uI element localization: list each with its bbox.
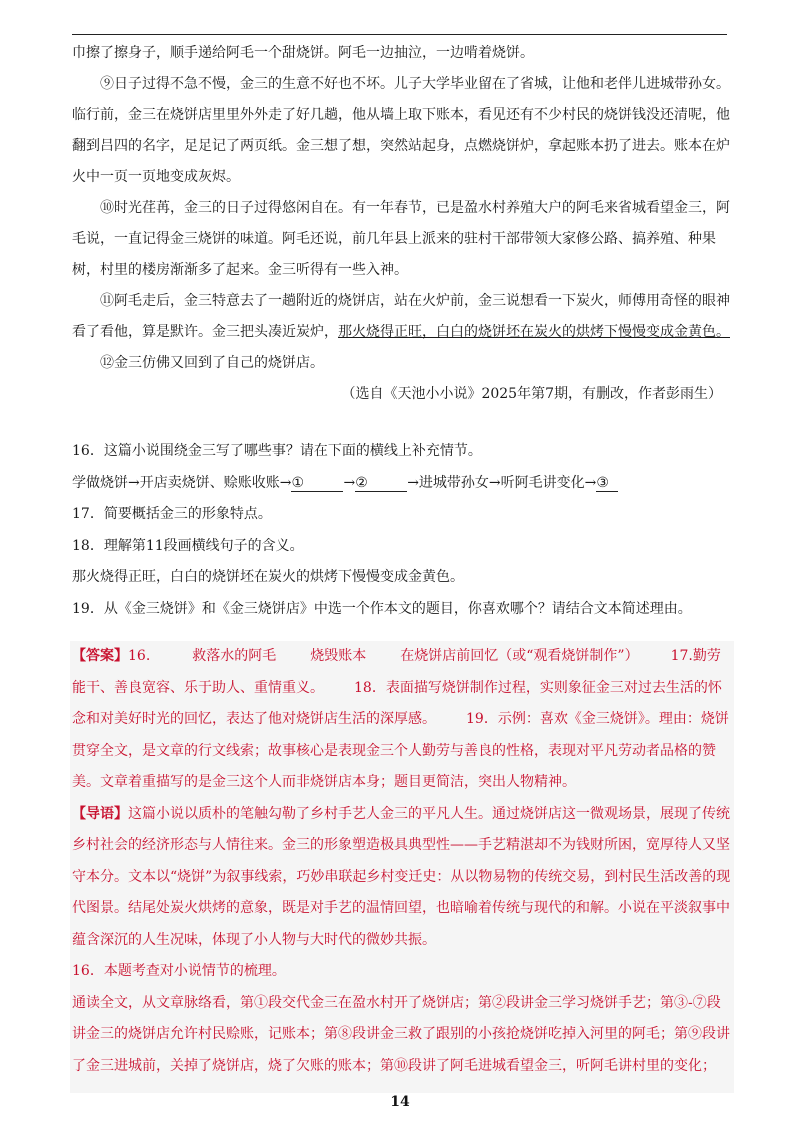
questions — [72, 436, 732, 625]
answer-box — [70, 641, 734, 1093]
flow-arrow: → — [343, 474, 356, 491]
question-17: 17．简要概括金三的形象特点。 — [72, 506, 272, 522]
explanation-16-body: 通读全文，从文章脉络看，第①段交代金三在盈水村开了烧饼店；第②段讲金三学习烧饼手艺；第③-⑦段讲金三的烧饼店允许村民赊账，记账本；第⑧段讲金三救了跟别的小孩抢烧饼吃掉入河里的阿毛；第⑨段讲了金三进城前，关掉了烧饼店，烧了欠账的账本；第⑩段讲了阿毛进城看望金三，听阿毛讲村里的变化； — [72, 994, 730, 1074]
guide-text: 这篇小说以质朴的笔触勾勒了乡村手艺人金三的平凡人生。通过烧饼店这一微观场景，展现了传统乡村社会的经济形态与人情往来。金三的形象塑造极具典型性——手艺精湛却不为钱财所困，宽厚待人又坚守本分。文本以“烧饼”为叙事线索，巧妙串联起乡村变迁史：从以物易物的传统交易，到村民生活改善的现代图景。结尾处炭火烘烤的意象，既是对手艺的温情回望，也暗喻着传统与现代的和解。小说在平淡叙事中蕴含深沉的人生况味，体现了小人物与大时代的微妙共振。 — [72, 805, 731, 948]
blank-1[interactable]: ① — [291, 475, 343, 492]
answer-16-1: 救落水的阿毛 — [192, 648, 277, 664]
explanation-16-title: 16．本题考查对小说情节的梳理。 — [72, 963, 286, 979]
story-paragraph-12: ⑫金三仿佛又回到了自己的烧饼店。 — [100, 355, 324, 371]
plot-flow — [72, 468, 732, 500]
answer-16-3: 在烧饼店前回忆（或“观看烧饼制作”） — [400, 648, 639, 664]
guide-block — [72, 799, 732, 957]
flow-middle: →进城带孙女→听阿毛讲变化→ — [407, 474, 597, 491]
story-excerpt — [72, 38, 732, 410]
answer-17-num: 17. — [670, 648, 693, 664]
flow-start: 学做烧饼→开店卖烧饼、赊账收账→ — [72, 474, 292, 491]
answer-16-2: 烧毁账本 — [310, 648, 367, 664]
story-paragraph-10: ⑩时光荏苒，金三的日子过得悠闲自在。有一年春节，已是盈水村养殖大户的阿毛来省城看望金三，阿毛说，一直记得金三烧饼的味道。阿毛还说，前几年县上派来的驻村干部带领大家修公路、搞养殖、种果树，村里的楼房渐渐多了起来。金三听得有一些入神。 — [72, 200, 730, 278]
answer-18: 18．表面描写烧饼制作过程，实则象征金三对过去生活的怀念和对美好时光的回忆，表达了他对烧饼店生活的深厚感。 — [72, 679, 722, 727]
guide-tag: 【导语】 — [72, 805, 128, 822]
top-rule — [72, 34, 727, 35]
underlined-sentence: 那火烧得正旺，白白的烧饼坯在炭火的烘烤下慢慢变成金黄色。 — [338, 324, 730, 340]
story-paragraph-11 — [72, 286, 732, 348]
answer-19: 19．示例：喜欢《金三烧饼》。理由：烧饼贯穿全文，是文章的行文线索；故事核心是表现金三个人勤劳与善良的性格，表现对平凡劳动者品格的赞美。文章着重描写的是金三这个人而非烧饼店本身；题目更简洁，突出人物精神。 — [72, 711, 729, 790]
source-citation: （选自《天池小小说》2025年第7期，有删改，作者彭雨生） — [341, 386, 722, 402]
story-line-top: 巾擦了擦身子，顺手递给阿毛一个甜烧饼。阿毛一边抽泣，一边啃着烧饼。 — [72, 45, 534, 61]
story-paragraph-9: ⑨日子过得不急不慢，金三的生意不好也不坏。儿子大学毕业留在了省城，让他和老伴儿进城带孙女。临行前，金三在烧饼店里里外外走了好几趟，他从墙上取下账本，看见还有不少村民的烧饼钱没还清呢，他翻到吕四的名字，足足记了两页纸。金三想了想，突然站起身，点燃烧饼炉，拿起账本扔了进去。账本在炉火中一页一页地变成灰烬。 — [72, 76, 730, 185]
question-18-quote: 那火烧得正旺，白白的烧饼坯在炭火的烘烤下慢慢变成金黄色。 — [72, 569, 464, 585]
answer-16-num: 16. — [128, 648, 151, 664]
question-16: 16．这篇小说围绕金三写了哪些事？请在下面的横线上补充情节。 — [72, 443, 482, 459]
page-number: 14 — [390, 1094, 410, 1110]
answer-block — [72, 641, 732, 799]
blank-3[interactable]: ③ — [596, 475, 618, 492]
answer-tag: 【答案】 — [72, 648, 128, 664]
blank-2[interactable]: ② — [355, 475, 407, 492]
question-18: 18．理解第11段画横线句子的含义。 — [72, 537, 304, 554]
question-19: 19．从《金三烧饼》和《金三烧饼店》中选一个作本文的题目，你喜欢哪个？请结合文本简述理由。 — [72, 600, 692, 617]
p11-text: ⑪阿毛走后，金三特意去了一趟附近的烧饼店，站在火炉前，金三说想看一下炭火，师傅用奇怪的眼神看了看他，算是默许。金三把头凑近炭炉， — [72, 293, 730, 340]
answer-17: 勤劳能干、善良宽容、乐于助人、重情重义。 — [72, 648, 721, 696]
